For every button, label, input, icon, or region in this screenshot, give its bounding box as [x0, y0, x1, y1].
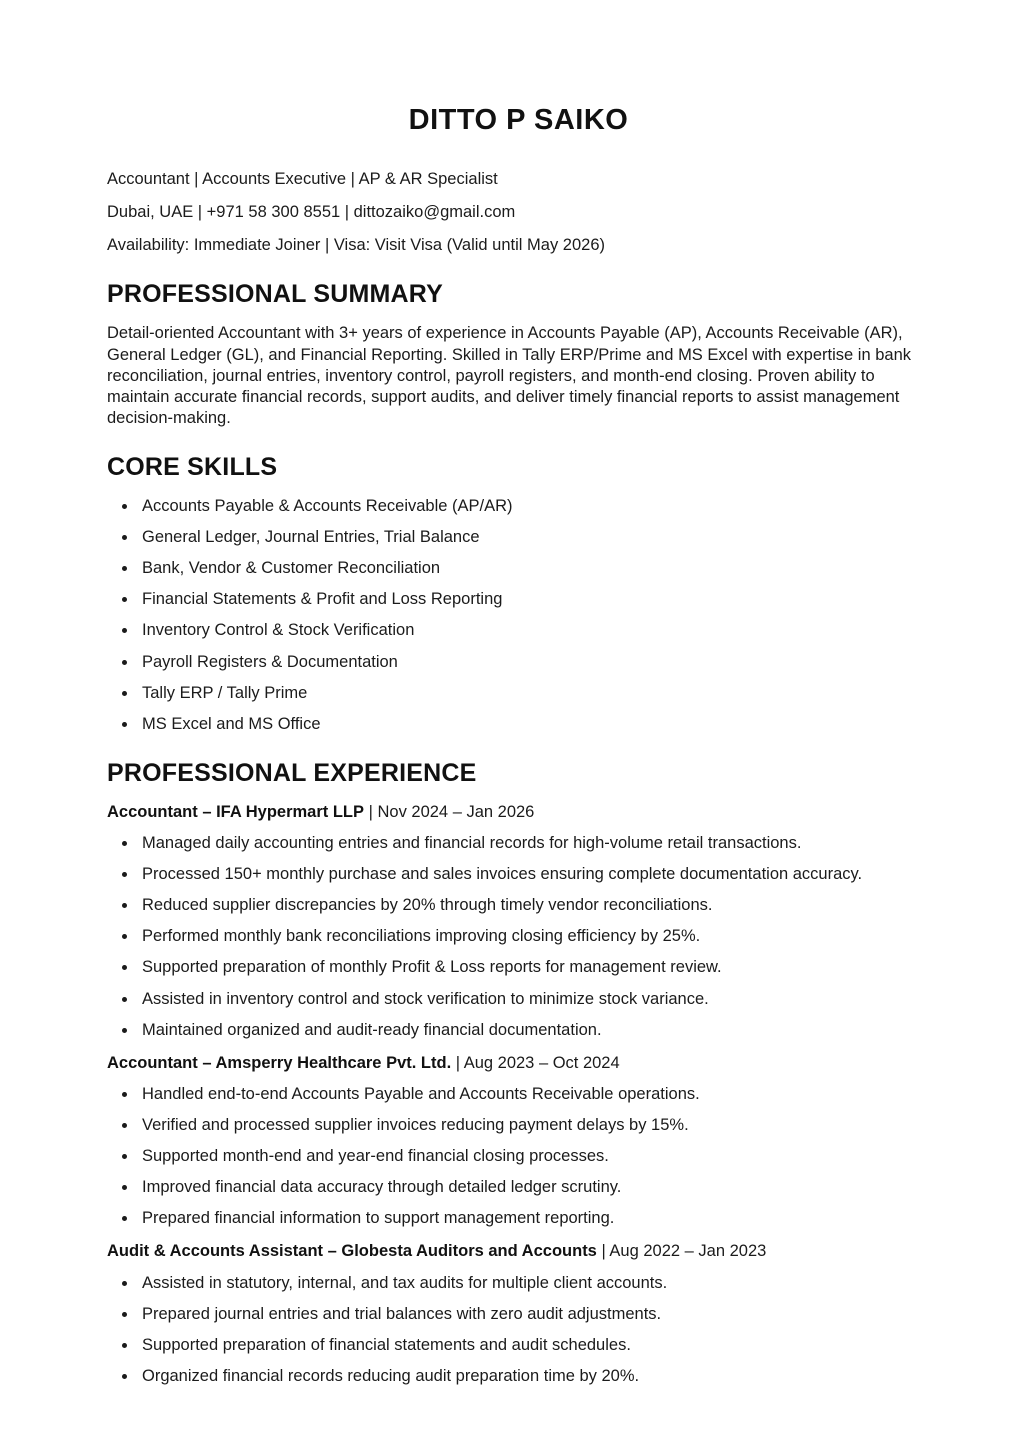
core-skill-item: • Payroll Registers & Documentation — [138, 652, 930, 673]
section-heading-professional-summary: PROFESSIONAL SUMMARY — [107, 280, 443, 309]
job-bullet-item: • Verified and processed supplier invoices reducing payment delays by 15%. — [138, 1115, 930, 1136]
core-skills-list — [107, 496, 930, 735]
job-title-line — [107, 1241, 930, 1262]
job-bullet-list — [107, 1273, 930, 1387]
job-title-line — [107, 802, 930, 823]
core-skill-item: • Inventory Control & Stock Verification — [138, 620, 930, 641]
core-skill-item: • General Ledger, Journal Entries, Trial Balance — [138, 527, 930, 548]
professional-summary-text: Detail-oriented Accountant with 3+ years of experience in Accounts Payable (AP), Accounts Receivable (AR), General Ledger (GL), and Financial Reporting. Skilled in Tally ERP/Prime and MS Excel with expertise in bank reconciliation, journal entries, inventory control, payroll registers, and month-end closing. Proven ability to maintain accurate financial records, support audits, and deliver timely financial reports to assist management decision-making. — [107, 324, 911, 427]
job-dates: | Aug 2023 – Oct 2024 — [455, 1053, 620, 1072]
role-line: Accountant | Accounts Executive | AP & AR Specialist — [107, 170, 498, 189]
job-bullet-list — [107, 833, 930, 1041]
job-title-line — [107, 1053, 930, 1074]
job-bullet-item: • Prepared journal entries and trial balances with zero audit adjustments. — [138, 1304, 930, 1325]
job-dates: | Aug 2022 – Jan 2023 — [601, 1242, 767, 1261]
job-bullet-item: • Performed monthly bank reconciliations improving closing efficiency by 25%. — [138, 926, 930, 947]
job-title: Accountant – Amsperry Healthcare Pvt. Ltd. — [107, 1053, 452, 1072]
core-skill-item: • Accounts Payable & Accounts Receivable (AP/AR) — [138, 496, 930, 517]
section-heading-professional-experience: PROFESSIONAL EXPERIENCE — [107, 758, 477, 787]
job-title: Audit & Accounts Assistant – Globesta Auditors and Accounts — [107, 1242, 597, 1261]
job-bullet-item: • Supported month-end and year-end financial closing processes. — [138, 1146, 930, 1167]
job-title: Accountant – IFA Hypermart LLP — [107, 802, 365, 821]
contact-line: Dubai, UAE | +971 58 300 8551 | dittozaiko@gmail.com — [107, 203, 516, 222]
core-skill-item: • Tally ERP / Tally Prime — [138, 683, 930, 704]
job-bullet-item: • Supported preparation of financial statements and audit schedules. — [138, 1335, 930, 1356]
job-bullet-item: • Reduced supplier discrepancies by 20% through timely vendor reconciliations. — [138, 895, 930, 916]
job-bullet-item: • Supported preparation of monthly Profit & Loss reports for management review. — [138, 957, 930, 978]
job-bullet-item: • Organized financial records reducing audit preparation time by 20%. — [138, 1366, 930, 1387]
job-bullet-item: • Maintained organized and audit-ready financial documentation. — [138, 1020, 930, 1041]
core-skill-item: • MS Excel and MS Office — [138, 714, 930, 735]
job-bullet-item: • Managed daily accounting entries and financial records for high-volume retail transactions. — [138, 833, 930, 854]
availability-line: Availability: Immediate Joiner | Visa: Visit Visa (Valid until May 2026) — [107, 236, 605, 255]
section-heading-core-skills: CORE SKILLS — [107, 452, 278, 481]
job-bullet-item: • Assisted in statutory, internal, and tax audits for multiple client accounts. — [138, 1273, 930, 1294]
job-bullet-list — [107, 1084, 930, 1230]
job-dates: | Nov 2024 – Jan 2026 — [368, 802, 535, 821]
candidate-name: DITTO P SAIKO — [408, 104, 629, 136]
core-skill-item: • Bank, Vendor & Customer Reconciliation — [138, 558, 930, 579]
job-bullet-item: • Handled end-to-end Accounts Payable and Accounts Receivable operations. — [138, 1084, 930, 1105]
job-bullet-item: • Prepared financial information to support management reporting. — [138, 1208, 930, 1229]
core-skill-item: • Financial Statements & Profit and Loss Reporting — [138, 589, 930, 610]
job-bullet-item: • Assisted in inventory control and stock verification to minimize stock variance. — [138, 989, 930, 1010]
job-bullet-item: • Processed 150+ monthly purchase and sales invoices ensuring complete documentation accuracy. — [138, 864, 930, 885]
job-bullet-item: • Improved financial data accuracy through detailed ledger scrutiny. — [138, 1177, 930, 1198]
